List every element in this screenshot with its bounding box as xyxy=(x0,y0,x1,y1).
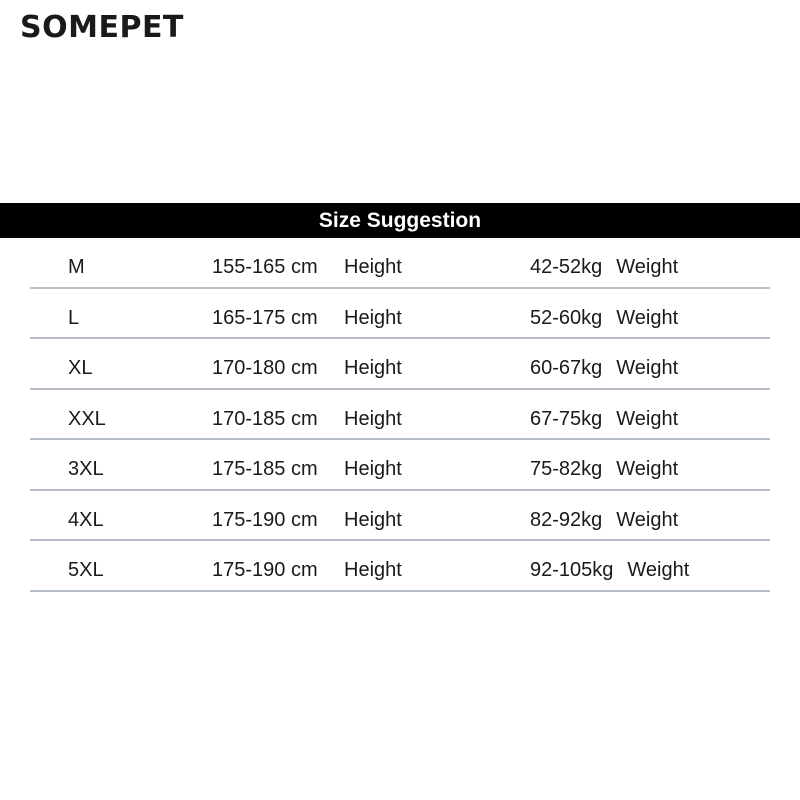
table-title: Size Suggestion xyxy=(318,208,482,232)
weight-range: 52-60kg xyxy=(530,306,603,329)
weight-range: 67-75kg xyxy=(530,407,603,430)
size-label: 5XL xyxy=(68,559,104,581)
weight-range: 82-92kg xyxy=(530,508,603,531)
height-range: 175-185 cm xyxy=(212,458,318,480)
height-range: 170-180 cm xyxy=(212,357,318,379)
height-label: Height xyxy=(344,559,402,581)
size-label: XXL xyxy=(68,407,106,430)
weight-range: 92-105kg xyxy=(530,559,614,581)
size-table xyxy=(30,238,770,592)
weight-label: Weight xyxy=(616,508,679,531)
weight-range: 42-52kg xyxy=(530,256,603,278)
weight-group xyxy=(530,407,678,431)
table-row xyxy=(30,491,770,542)
height-label: Height xyxy=(344,357,402,379)
weight-range: 75-82kg xyxy=(530,458,603,480)
weight-group xyxy=(530,306,678,330)
height-range: 155-165 cm xyxy=(212,256,318,278)
table-row xyxy=(30,289,770,340)
size-suggestion-banner xyxy=(0,203,800,238)
height-label: Height xyxy=(344,407,402,430)
height-label: Height xyxy=(344,508,402,531)
weight-group xyxy=(530,457,678,481)
table-row xyxy=(30,238,770,289)
height-range: 170-185 cm xyxy=(212,407,318,430)
table-row xyxy=(30,339,770,390)
brand-logo-text: SOMEPET xyxy=(20,10,184,45)
table-row xyxy=(30,390,770,441)
weight-label: Weight xyxy=(627,559,690,581)
weight-label: Weight xyxy=(616,256,679,278)
size-label: M xyxy=(68,256,85,278)
size-label: 4XL xyxy=(68,508,104,531)
size-label: XL xyxy=(68,357,93,379)
weight-label: Weight xyxy=(616,357,679,379)
weight-group xyxy=(530,508,678,532)
weight-group xyxy=(530,356,678,380)
weight-group xyxy=(530,558,689,582)
height-range: 175-190 cm xyxy=(212,508,318,531)
weight-group xyxy=(530,255,678,279)
height-label: Height xyxy=(344,458,402,480)
height-label: Height xyxy=(344,306,402,329)
weight-label: Weight xyxy=(616,458,679,480)
height-range: 175-190 cm xyxy=(212,559,318,581)
weight-label: Weight xyxy=(616,407,679,430)
table-row xyxy=(30,541,770,592)
weight-label: Weight xyxy=(616,306,679,329)
table-row xyxy=(30,440,770,491)
size-label: L xyxy=(68,306,80,329)
weight-range: 60-67kg xyxy=(530,357,603,379)
size-label: 3XL xyxy=(68,458,104,480)
height-label: Height xyxy=(344,256,402,278)
height-range: 165-175 cm xyxy=(212,306,318,329)
